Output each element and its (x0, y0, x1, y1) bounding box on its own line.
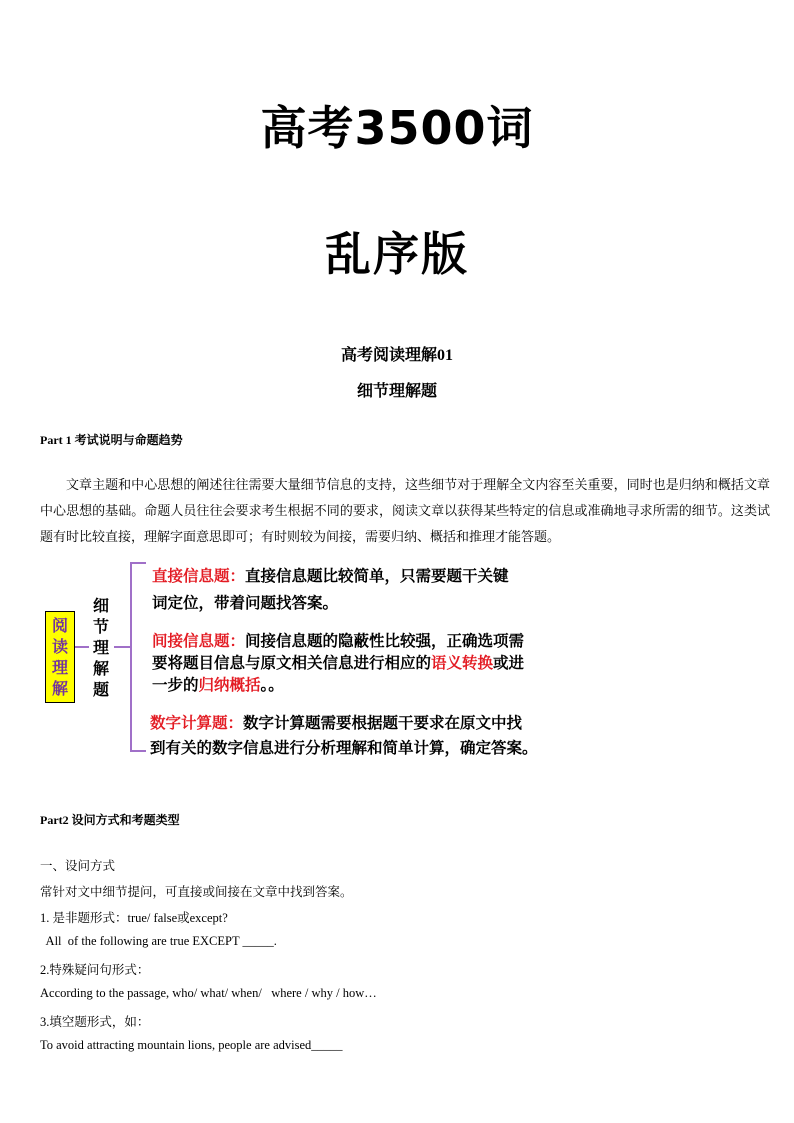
semantic-conversion-highlight: 语义转换 (431, 654, 494, 672)
section-subtitle: 细节理解题 (356, 383, 437, 400)
branch-connector (114, 646, 130, 648)
section-title: 高考阅读理解01 (340, 347, 453, 364)
root-char: 解 (51, 679, 68, 698)
bracket-top (130, 562, 146, 564)
reading-comprehension-box (45, 611, 75, 703)
branch-char: 解 (92, 659, 109, 678)
numeric-calc-line2 (150, 736, 538, 760)
numeric-calc-text: 数字计算题需要根据题干要求在原文中找 (243, 714, 523, 732)
root-char: 读 (51, 637, 68, 656)
document-subtitle: 乱序版 (325, 227, 469, 281)
indirect-info-line1 (152, 629, 524, 653)
numeric-calc-label: 数字计算题： (150, 714, 244, 732)
branch-char: 节 (92, 617, 109, 636)
wh-question-form: 2.特殊疑问句形式： (40, 963, 150, 977)
root-char: 阅 (51, 616, 68, 635)
numeric-calc-line1 (150, 711, 522, 735)
direct-info-text: 直接信息题比较简单，只需要题干关键 (245, 567, 509, 585)
detail-question-label (88, 595, 114, 700)
branch-char: 理 (92, 638, 109, 657)
branch-char: 题 (92, 680, 109, 699)
wh-question-example: According to the passage, who/ what/ when/ where / why / how… (40, 986, 377, 1000)
true-false-example: All of the following are true EXCEPT _____. (40, 934, 277, 948)
document-title: 高考3500词 (260, 101, 534, 155)
indirect-info-line3 (152, 673, 284, 697)
direct-info-line2 (152, 591, 338, 615)
bracket-line (130, 562, 132, 752)
part1-heading: Part 1 考试说明与命题趋势 (40, 433, 183, 447)
fill-blank-form: 3.填空题形式，如： (40, 1015, 150, 1029)
indirect-info-line2 (152, 651, 524, 675)
branch-char: 细 (92, 596, 109, 615)
question-style-heading: 一、设问方式 (40, 859, 116, 873)
indirect-info-text: 要将题目信息与原文相关信息进行相应的 (152, 654, 432, 672)
root-char: 理 (51, 658, 68, 677)
intro-paragraph: 文章主题和中心思想的阐述往往需要大量细节信息的支持，这些细节对于理解全文内容至关重要，同时也是归纳和概括文章中心思想的基础。命题人员往往会要求考生根据不同的要求，阅读文章以获得某些特定的信息或准确地寻求所需的细节。这类试题有时比较直接，理解字面意思即可；有时则较为间接，需要归纳、概括和推理才能答题。 (40, 477, 770, 544)
indirect-info-label: 间接信息题： (152, 632, 246, 650)
direct-info-label: 直接信息题： (152, 567, 246, 585)
part2-heading: Part2 设问方式和考题类型 (40, 813, 180, 827)
question-style-desc: 常针对文中细节提问，可直接或间接在文章中找到答案。 (40, 885, 353, 899)
true-false-form: 1. 是非题形式：true/ false或except? (40, 911, 228, 925)
indirect-info-text: 一步的 (152, 676, 199, 694)
indirect-info-text: 间接信息题的隐蔽性比较强，正确选项需 (245, 632, 525, 650)
indirect-info-text: 。。 (260, 676, 284, 694)
direct-info-line1 (152, 564, 509, 588)
numeric-calc-text: 到有关的数字信息进行分析理解和简单计算，确定答案。 (150, 739, 538, 757)
direct-info-text: 词定位，带着问题找答案。 (152, 594, 339, 612)
indirect-info-text: 或进 (493, 654, 525, 672)
fill-blank-example: To avoid attracting mountain lions, people are advised_____ (40, 1038, 343, 1052)
bracket-bottom (130, 750, 146, 752)
root-connector (75, 646, 89, 648)
summary-highlight: 归纳概括 (198, 676, 261, 694)
